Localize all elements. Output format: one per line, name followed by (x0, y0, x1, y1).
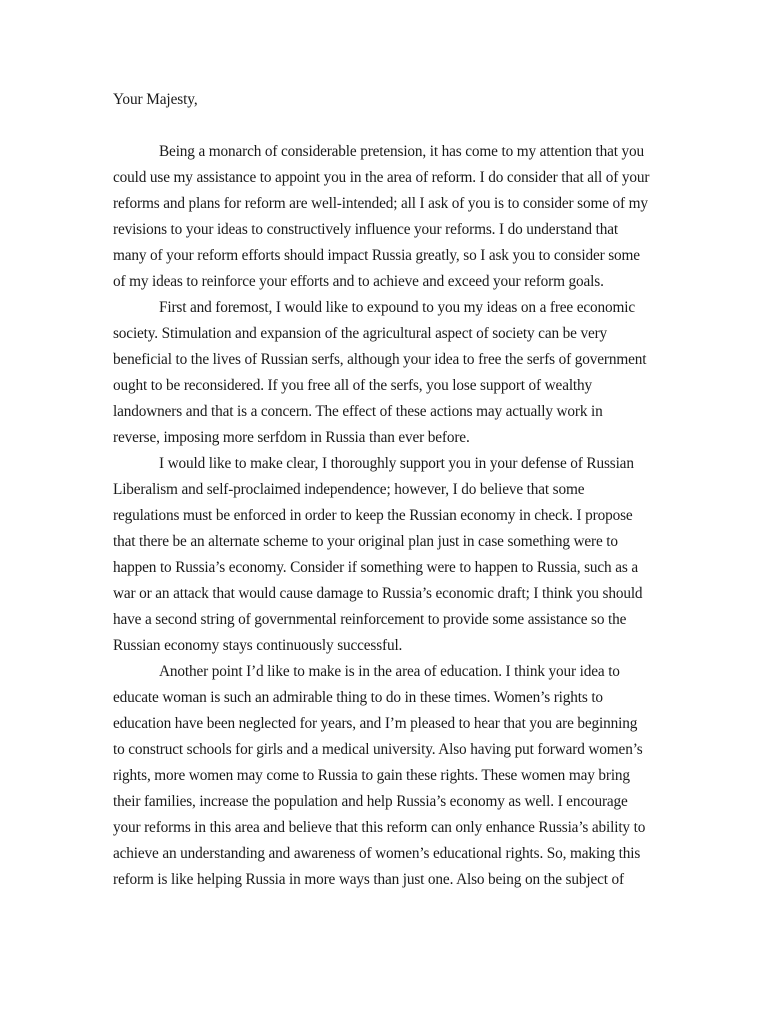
paragraph-3-line-2: Liberalism and self-proclaimed independence; however, I do believe that some (113, 481, 585, 498)
paragraph-1-line-5: many of your reform efforts should impact Russia greatly, so I ask you to consider some (113, 247, 640, 264)
paragraph-2-line-6: reverse, imposing more serfdom in Russia than ever before. (113, 429, 470, 446)
paragraph-1-line-2: could use my assistance to appoint you in the area of reform. I do consider that all of your (113, 169, 650, 186)
paragraph-4-line-8: achieve an understanding and awareness of women’s educational rights. So, making this (113, 845, 641, 862)
paragraph-4-line-2: educate woman is such an admirable thing to do in these times. Women’s rights to (113, 689, 603, 706)
paragraph-4-line-5: rights, more women may come to Russia to gain these rights. These women may bring (113, 767, 630, 784)
paragraph-2-line-3: beneficial to the lives of Russian serfs, although your idea to free the serfs of government (113, 351, 647, 368)
paragraph-3-line-8: Russian economy stays continuously successful. (113, 637, 403, 654)
paragraph-1-line-1: Being a monarch of considerable pretension, it has come to my attention that you (159, 143, 645, 160)
paragraph-3-line-1: I would like to make clear, I thoroughly support you in your defense of Russian (159, 455, 634, 472)
paragraph-4-line-1: Another point I’d like to make is in the area of education. I think your idea to (159, 663, 620, 680)
salutation: Your Majesty, (113, 91, 198, 108)
paragraph-4-line-6: their families, increase the population and help Russia’s economy as well. I encourage (113, 793, 628, 810)
paragraph-4-line-4: to construct schools for girls and a medical university. Also having put forward women’s (113, 741, 643, 758)
paragraph-4-line-9: reform is like helping Russia in more ways than just one. Also being on the subject of (113, 871, 624, 888)
paragraph-4-line-3: education have been neglected for years, and I’m pleased to hear that you are beginning (113, 715, 638, 732)
paragraph-3-line-6: war or an attack that would cause damage to Russia’s economic draft; I think you should (113, 585, 643, 602)
paragraph-2-line-2: society. Stimulation and expansion of the agricultural aspect of society can be very (113, 325, 608, 342)
paragraph-3-line-4: that there be an alternate scheme to your original plan just in case something were to (113, 533, 618, 550)
paragraph-3-line-3: regulations must be enforced in order to keep the Russian economy in check. I propose (113, 507, 633, 524)
paragraph-1-line-3: reforms and plans for reform are well-intended; all I ask of you is to consider some of my (113, 195, 648, 212)
paragraph-2-line-5: landowners and that is a concern. The effect of these actions may actually work in (113, 403, 603, 420)
paragraph-1-line-4: revisions to your ideas to constructively influence your reforms. I do understand that (113, 221, 618, 238)
paragraph-3-line-5: happen to Russia’s economy. Consider if something were to happen to Russia, such as a (113, 559, 638, 576)
paragraph-2-line-4: ought to be reconsidered. If you free all of the serfs, you lose support of wealthy (113, 377, 593, 394)
paragraph-4-line-7: your reforms in this area and believe that this reform can only enhance Russia’s ability to (113, 819, 646, 836)
paragraph-1-line-6: of my ideas to reinforce your efforts and to achieve and exceed your reform goals. (113, 273, 604, 290)
paragraph-3-line-7: have a second string of governmental reinforcement to provide some assistance so the (113, 611, 627, 628)
paragraph-2-line-1: First and foremost, I would like to expound to you my ideas on a free economic (159, 299, 635, 316)
